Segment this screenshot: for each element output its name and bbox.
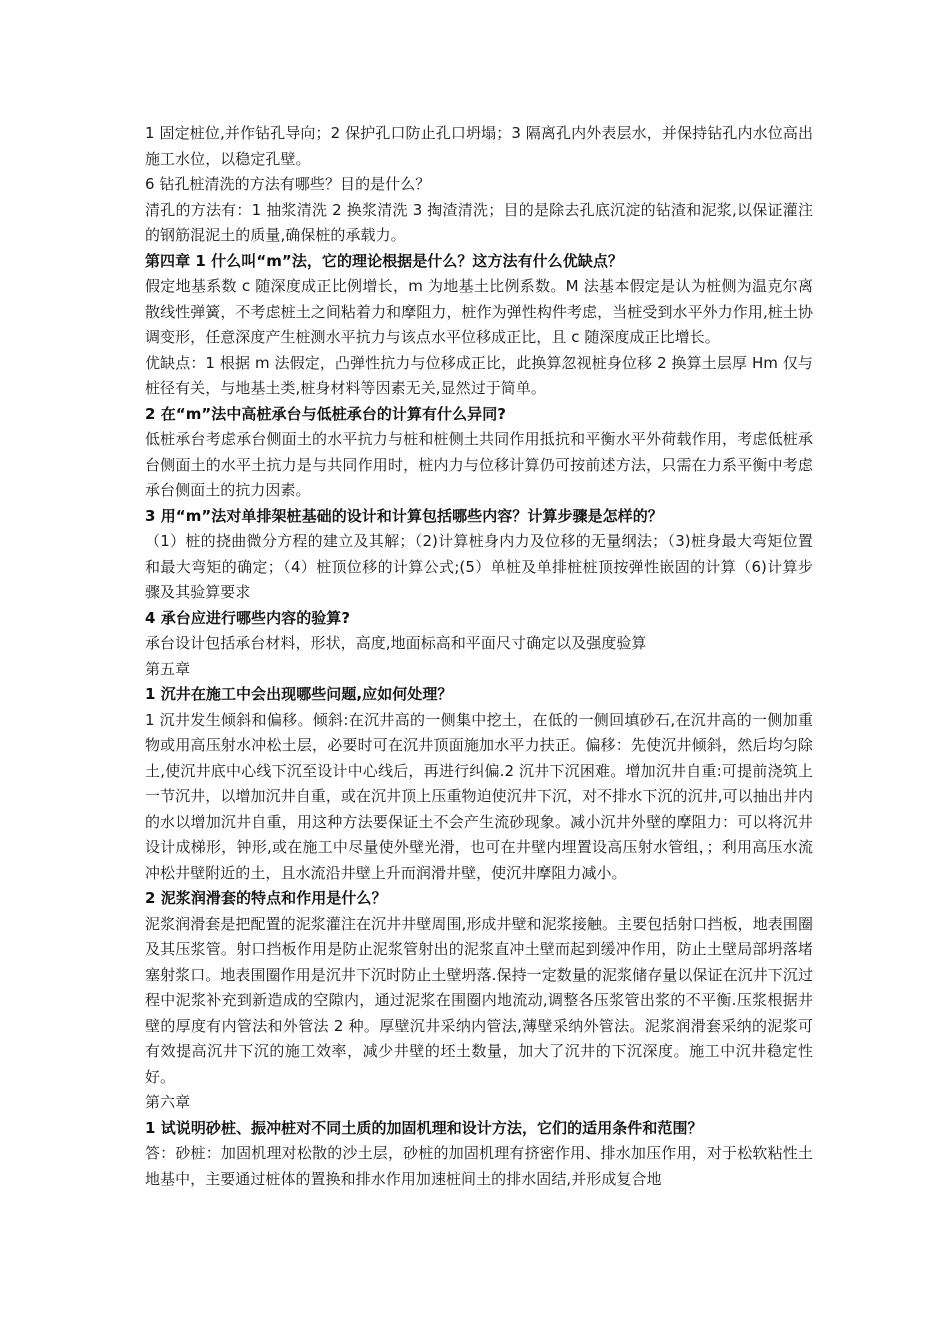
answer-sand-pile-mechanism: 答：砂桩：加固机理对松散的沙土层，砂桩的加固机理有挤密作用、排水加压作用，对于松软粘性土地基中，主要通过桩体的置换和排水作用加速桩间土的排水固结,并形成复合地	[145, 1144, 813, 1188]
paragraph-casing-functions: 1 固定桩位,并作钻孔导向；2 保护孔口防止孔口坍塌；3 隔离孔内外表层水，并保持钻孔内水位高出施工水位，以稳定孔壁。	[145, 124, 813, 168]
answer-m-method-theory: 假定地基系数 c 随深度成正比例增长，m 为地基土比例系数。M 法基本假定是认为桩侧为温克尔离散线性弹簧，不考虑桩土之间粘着力和摩阻力，桩作为弹性构件考虑，当桩受到水平外力作用,桩土协调变形，任意深度产生桩测水平抗力与该点水平位移成正比，且 c 随深度成正比增长。	[145, 277, 813, 346]
answer-cap-comparison: 低桩承台考虑承台侧面土的水平抗力与桩和桩侧土共同作用抵抗和平衡水平外荷载作用，考虑低桩承台侧面土的水平土抗力是与共同作用时，桩内力与位移计算仍可按前述方法，只需在力系平衡中考虑承台侧面土的抗力因素。	[145, 430, 813, 499]
chapter-4-question-4: 4 承台应进行哪些内容的验算?	[145, 608, 351, 627]
answer-cap-checks: 承台设计包括承台材料，形状，高度,地面标高和平面尺寸确定以及强度验算	[145, 634, 647, 652]
chapter-5-heading: 第五章	[145, 659, 191, 678]
answer-m-method-pros-cons: 优缺点：1 根据 m 法假定，凸弹性抗力与位移成正比，此换算忽视桩身位移 2 换算土层厚 Hm 仅与桩径有关，与地基土类,桩身材料等因素无关,显然过于简单。	[145, 353, 813, 397]
answer-caisson-problems: 1 沉井发生倾斜和偏移。倾斜:在沉井高的一侧集中挖土，在低的一侧回填砂石,在沉井高的一侧加重物或用高压射水冲松土层，必要时可在沉井顶面施加水平力扶正。偏移：先使沉井倾斜，然后均匀除土,使沉井底中心线下沉至设计中心线后，再进行纠偏.2 沉井下沉困难。增加沉井自重:可提前浇筑上一节沉井，以增加沉井自重，或在沉井顶上压重物迫使沉井下沉，对不排水下沉的沉井,可以抽出井内的水以增加沉井自重，用这种方法要保证土不会产生流砂现象。减小沉井外壁的摩阻力：可以将沉井设计成梯形，钟形,或在施工中尽量使外壁光滑，也可在井壁内埋置设高压射水管组，；利用高压水流冲松井壁附近的土，且水流沿井壁上升而润滑井壁，使沉井摩阻力减小。	[145, 710, 813, 882]
chapter-4-question-2: 2 在“m”法中高桩承台与低桩承台的计算有什么异同?	[145, 404, 507, 423]
answer-slurry-jacket: 泥浆润滑套是把配置的泥浆灌注在沉井井壁周围,形成井壁和泥浆接触。主要包括射口挡板，地表围圈及其压浆管。射口挡板作用是防止泥浆管射出的泥浆直冲土壁而起到缓冲作用，防止土壁局部坍落堵塞射浆口。地表围圈作用是沉井下沉时防止土壁坍落.保持一定数量的泥浆储存量以保证在沉井下沉过程中泥浆补充到新造成的空隙内，通过泥浆在围圈内地流动,调整各压浆管出浆的不平衡.压浆根据井壁的厚度有内管法和外管法 2 种。厚壁沉井采纳内管法,薄壁采纳外管法。泥浆润滑套采纳的泥浆可有效提高沉井下沉的施工效率，减少井壁的坯土数量，加大了沉井的下沉深度。施工中沉井稳定性好。	[145, 914, 813, 1086]
chapter-6-heading: 第六章	[145, 1093, 191, 1111]
answer-single-row-pile-steps: （1）桩的挠曲微分方程的建立及其解；（2)计算桩身内力及位移的无量纲法；（3)桩身最大弯矩位置和最大弯矩的确定；（4）桩顶位移的计算公式;(5）单桩及单排桩桩顶按弹性嵌固的计算（6)计算步骤及其验算要求	[145, 532, 813, 601]
chapter-4-question-3: 3 用“m”法对单排架桩基础的设计和计算包括哪些内容？计算步骤是怎样的？	[145, 506, 663, 525]
answer-6-cleaning-methods: 清孔的方法有：1 抽浆清洗 2 换浆清洗 3 掏渣清洗；目的是除去孔底沉淀的钻渣和泥浆,以保证灌注的钢筋混泥土的质量,确保桩的承载力。	[145, 200, 813, 244]
document-body	[145, 121, 813, 1192]
question-6-cleaning-methods: 6 钻孔桩清洗的方法有哪些？目的是什么？	[145, 175, 431, 193]
chapter-4-question-1: 第四章 1 什么叫“m”法，它的理论根据是什么？这方法有什么优缺点？	[145, 251, 623, 270]
chapter-6-question-1: 1 试说明砂桩、振冲桩对不同土质的加固机理和设计方法，它们的适用条件和范围？	[145, 1118, 703, 1137]
chapter-5-question-1: 1 沉井在施工中会出现哪些问题,应如何处理？	[145, 685, 453, 703]
chapter-5-question-2: 2 泥浆润滑套的特点和作用是什么？	[145, 889, 387, 907]
